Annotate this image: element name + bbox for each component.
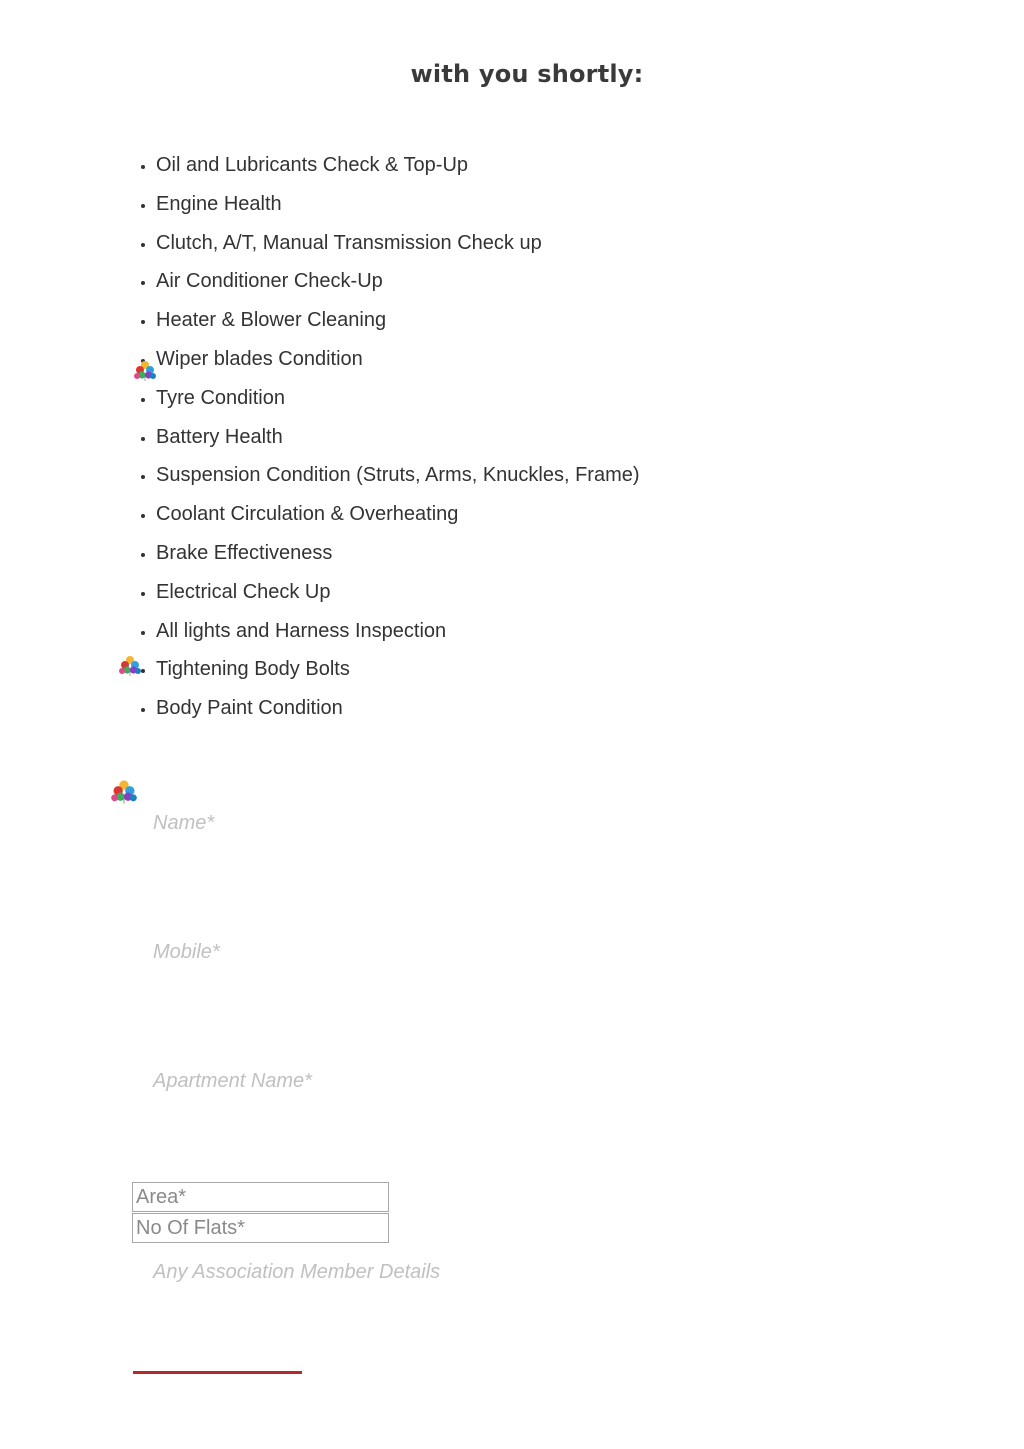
checklist-item: • Wiper blades Condition: [156, 340, 640, 379]
checklist-item: • Body Paint Condition: [156, 689, 640, 728]
balloons-icon: [118, 654, 142, 678]
apartment-name-field[interactable]: Apartment Name*: [153, 1070, 312, 1092]
checklist-item: • Coolant Circulation & Overheating: [156, 495, 640, 534]
service-checklist: [112, 146, 640, 728]
association-details-field[interactable]: Any Association Member Details: [153, 1261, 441, 1283]
checklist-item: • Air Conditioner Check-Up: [156, 262, 640, 301]
checklist-item: • Tyre Condition: [156, 379, 640, 418]
no-of-flats-field[interactable]: [132, 1213, 389, 1243]
checklist-item: • Oil and Lubricants Check & Top-Up: [156, 146, 640, 185]
checklist-item: • All lights and Harness Inspection: [156, 612, 640, 651]
area-field[interactable]: [132, 1182, 389, 1212]
checklist-item: • Engine Health: [156, 185, 640, 224]
checklist-item: • Electrical Check Up: [156, 573, 640, 612]
checklist-item: • Battery Health: [156, 418, 640, 457]
mobile-field[interactable]: Mobile*: [153, 941, 220, 963]
name-field[interactable]: Name*: [153, 812, 215, 834]
submit-button[interactable]: [133, 1371, 302, 1374]
checklist-item: • Heater & Blower Cleaning: [156, 301, 640, 340]
checklist-item: • Brake Effectiveness: [156, 534, 640, 573]
checklist-item: • Suspension Condition (Struts, Arms, Knuckles, Frame): [156, 456, 640, 495]
checklist-item: • Tightening Body Bolts: [156, 650, 640, 689]
balloons-icon: [110, 778, 138, 806]
checklist-item: • Clutch, A/T, Manual Transmission Check up: [156, 224, 640, 263]
balloons-icon: [133, 359, 157, 383]
section-heading: with you shortly:: [410, 60, 644, 88]
